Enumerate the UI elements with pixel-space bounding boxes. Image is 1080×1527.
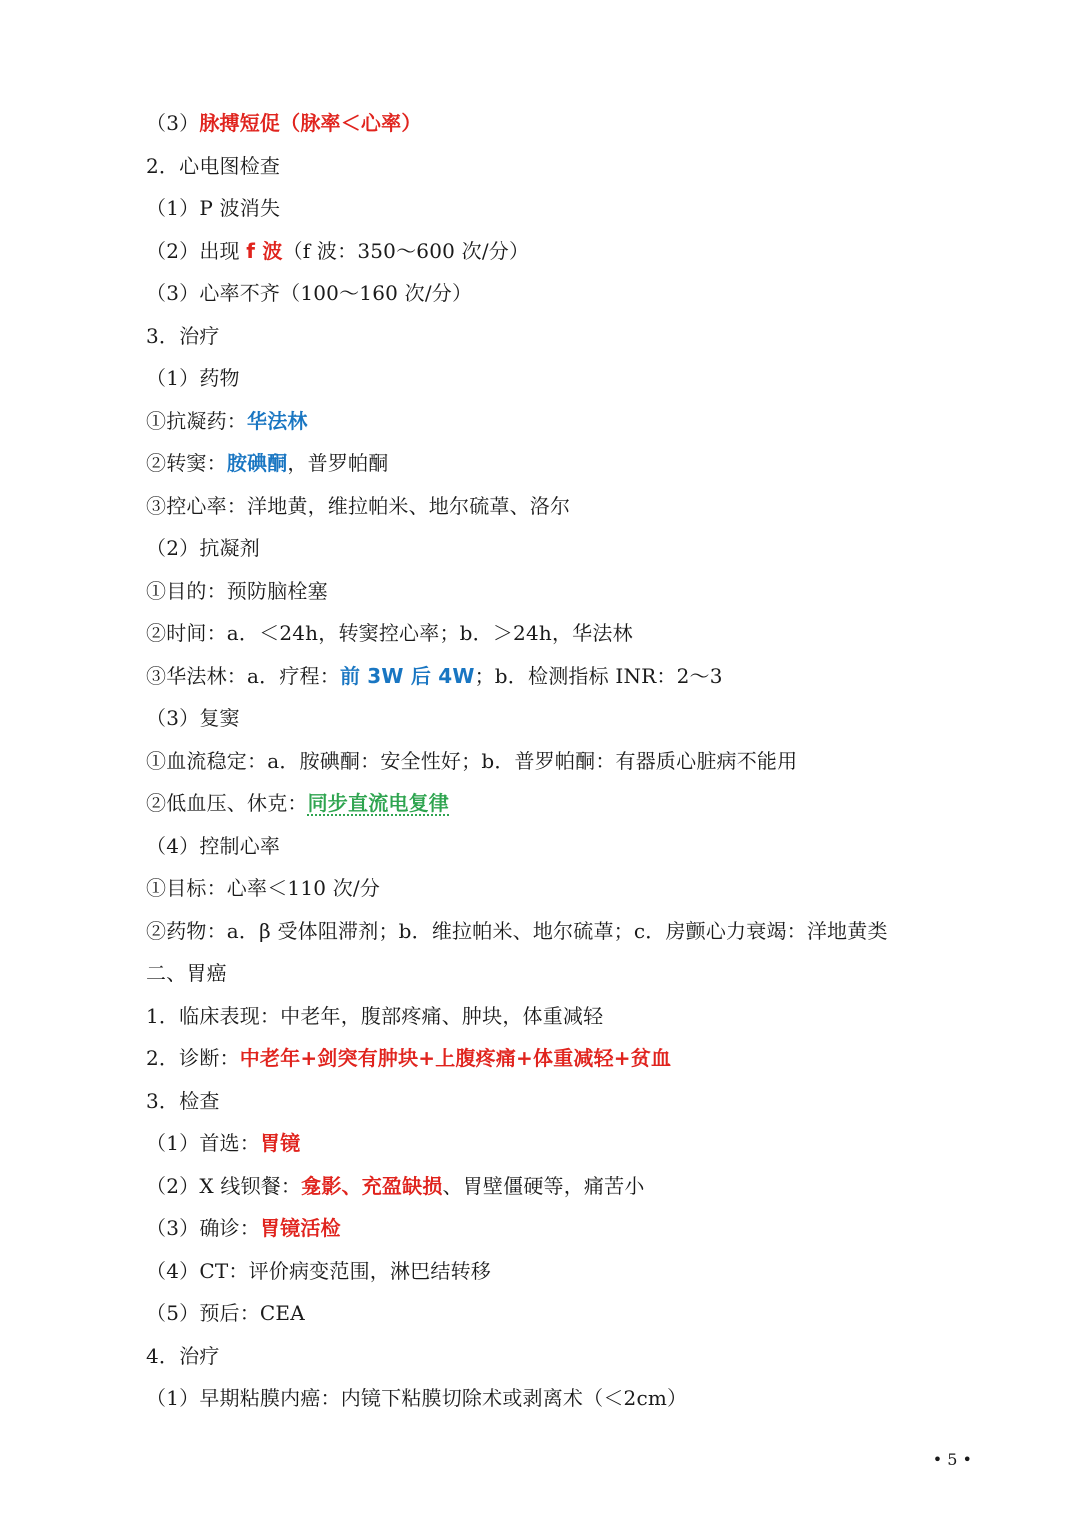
text-segment: ①抗凝药： [146,408,247,433]
text-line [146,910,1006,953]
highlight-blue: 胺碘酮 [226,451,288,475]
text-line [146,315,1006,358]
text-segment: （4）控制心率 [146,833,281,858]
text-line [146,1080,1006,1123]
text-segment: ①目的：预防脑栓塞 [146,578,328,603]
text-line [146,527,1006,570]
text-line [146,1250,1006,1293]
highlight-red: 胃镜活检 [259,1216,341,1240]
text-segment: （2）抗凝剂 [146,536,260,560]
text-segment: （1）药物 [146,366,240,390]
text-line [146,187,1006,230]
highlight-red: f 波 [246,238,283,263]
text-line [146,272,1006,315]
highlight-red: 胃镜 [259,1131,301,1155]
text-line [146,485,1006,528]
text-line [146,1292,1006,1335]
text-segment: （1）首选： [146,1131,260,1155]
highlight-green: 同步直流电复律 [307,791,450,815]
text-line [146,782,1006,825]
text-line [146,697,1006,740]
text-segment: （1）P 波消失 [146,196,281,220]
text-segment: 1．临床表现：中老年，腹部疼痛、肿块，体重减轻 [146,1003,604,1028]
text-line [146,867,1006,910]
text-segment: ；b．检测指标 INR：2～3 [474,663,723,688]
text-line [146,1207,1006,1250]
text-segment: ③控心率：洋地黄，维拉帕米、地尔硫䓬、洛尔 [146,493,571,518]
text-segment: （4）CT：评价病变范围，淋巴结转移 [146,1258,491,1283]
text-segment: （2）出现 [146,238,247,263]
text-line [146,230,1006,273]
text-line [146,145,1006,188]
highlight-blue: 华法林 [247,408,308,433]
text-line [146,952,1006,995]
text-segment: ①目标：心率＜110 次/分 [146,876,381,900]
document-body [146,102,1006,1420]
text-segment: 2．心电图检查 [146,153,281,178]
text-line [146,400,1006,443]
text-segment: ②药物：a．β 受体阻滞剂；b．维拉帕米、地尔硫䓬；c．房颤心力衰竭：洋地黄类 [146,918,888,943]
text-segment: 、胃壁僵硬等，痛苦小 [442,1173,645,1198]
text-segment: （3）确诊： [146,1216,260,1240]
text-line [146,655,1006,698]
text-segment: ③华法林：a．疗程： [146,663,340,688]
page-number: • 5 • [932,1450,972,1469]
text-segment: 二、胃癌 [146,961,227,985]
highlight-red: 中老年+剑突有肿块+上腹疼痛+体重减轻+贫血 [239,1046,672,1070]
text-line [146,825,1006,868]
text-segment: （1）早期粘膜内癌：内镜下粘膜切除术或剥离术（＜2cm） [146,1386,688,1410]
text-line [146,102,1006,145]
text-segment: ①血流稳定：a．胺碘酮：安全性好；b．普罗帕酮：有器质心脏病不能用 [146,748,798,773]
text-segment: （2）X 线钡餐： [146,1173,302,1198]
text-line [146,1335,1006,1378]
text-segment: 2．诊断： [146,1046,240,1070]
text-line [146,1122,1006,1165]
text-segment: 3．检查 [146,1088,220,1113]
text-line [146,1037,1006,1080]
text-line [146,612,1006,655]
text-segment: ，普罗帕酮 [287,451,389,475]
text-line [146,357,1006,400]
text-segment: 4．治疗 [146,1343,220,1368]
text-line [146,570,1006,613]
highlight-blue: 前 3W 后 4W [339,663,475,688]
text-segment: ②转窦： [146,451,227,475]
text-segment: （5）预后：CEA [146,1301,305,1325]
text-line [146,995,1006,1038]
text-segment: 3．治疗 [146,323,220,348]
text-segment: ②时间：a．＜24h，转窦控心率；b．＞24h，华法林 [146,621,633,645]
text-line [146,740,1006,783]
highlight-red: 龛影、充盈缺损 [301,1173,443,1198]
text-segment: （3）复窦 [146,706,240,730]
text-segment: ②低血压、休克： [146,791,308,815]
text-line [146,1165,1006,1208]
text-segment: （3） [146,111,200,135]
highlight-red: 脉搏短促（脉率＜心率） [199,111,422,135]
text-segment: （3）心率不齐（100～160 次/分） [146,281,473,305]
text-line [146,442,1006,485]
text-line [146,1377,1006,1420]
text-segment: （f 波：350～600 次/分） [282,238,530,263]
